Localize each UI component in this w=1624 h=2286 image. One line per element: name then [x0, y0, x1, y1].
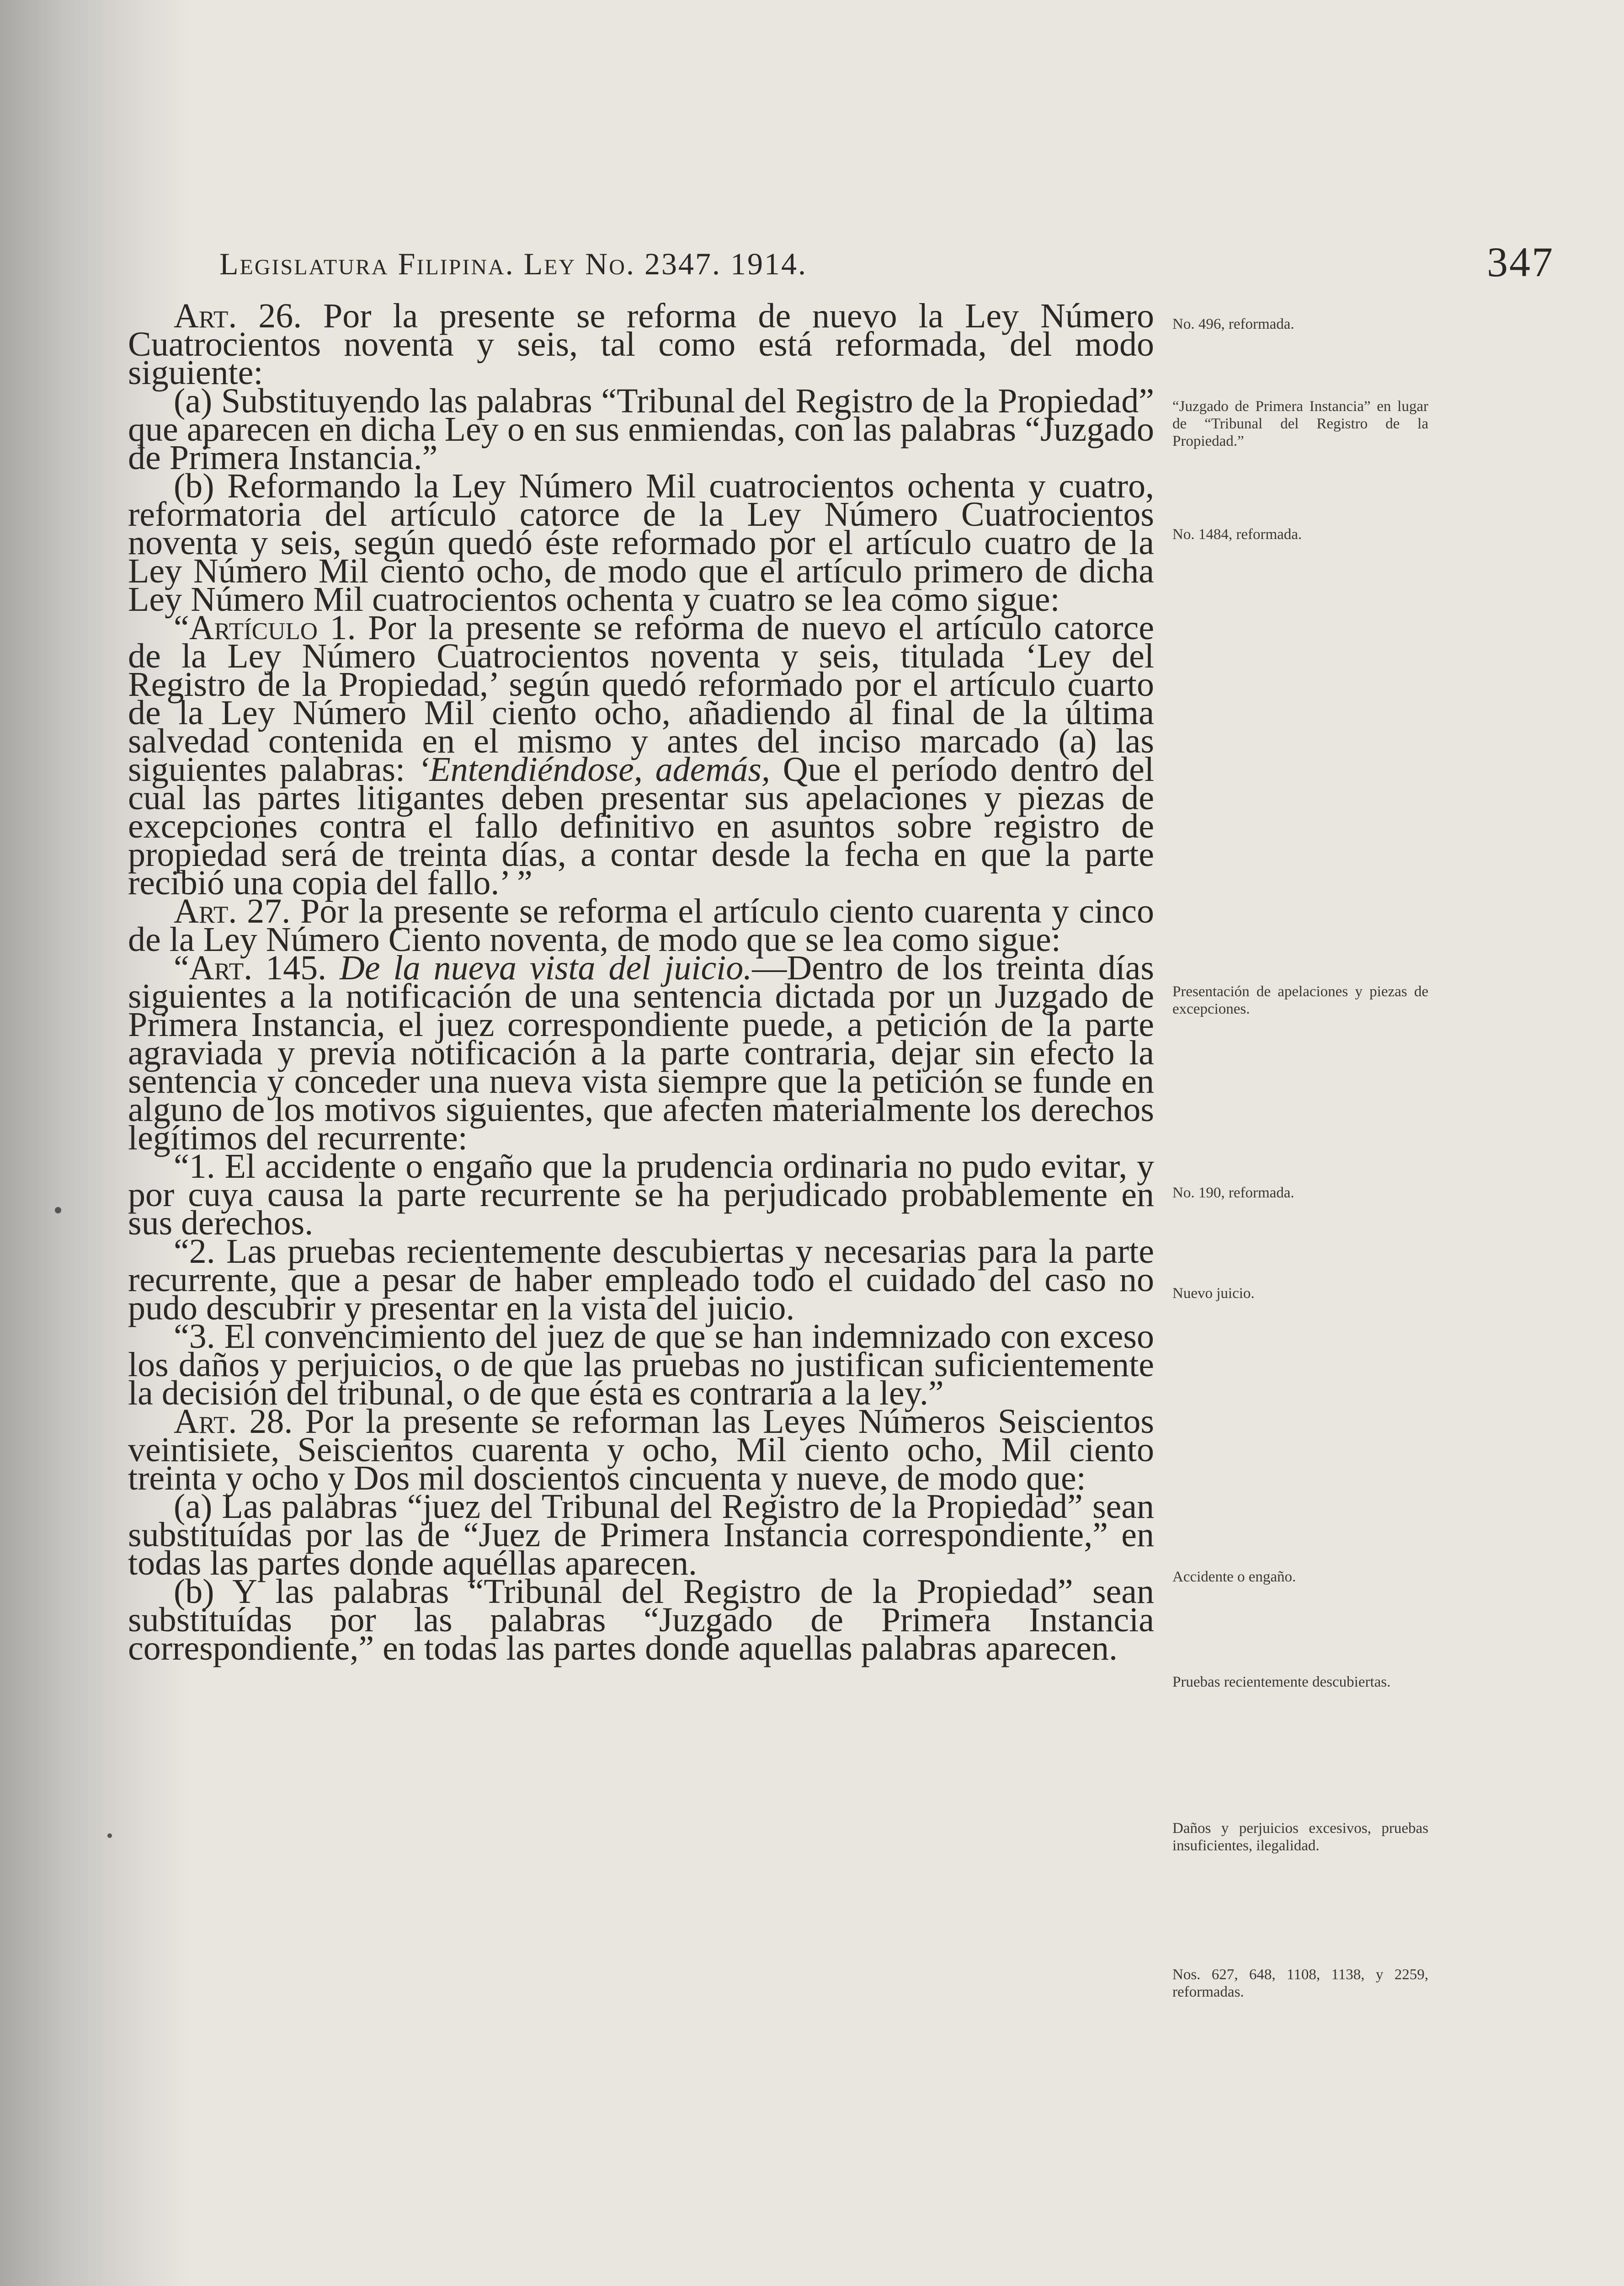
paragraph-text: —Dentro de los treinta días siguientes a la notificación de una sentencia dictada por un Juzgado de Primera Instancia, el juez correspondiente puede, a petición de la parte agraviada y previa notificación a la parte contraria, dejar sin efecto la sentencia y conceder una nueva vista siempre que la petición se funde en alguno de los motivos siguientes, que afecten materialmente los derechos legítimos del recurrente: — [128, 949, 1154, 1157]
article-lead: Art. 26. — [174, 297, 302, 335]
paragraph-text: Por la presente se reforma de nuevo la Ley Número Cuatrocientos noventa y seis, tal como está reformada, del modo siguiente: — [128, 297, 1154, 392]
paragraph-text: “1. El accidente o engaño que la prudencia ordinaria no pudo evitar, y por cuya causa la parte recurrente se ha perjudicado probablemente en sus derechos. — [128, 1147, 1154, 1242]
margin-note: Nos. 627, 648, 1108, 1138, y 2259, reformadas. — [1172, 1966, 1428, 2000]
margin-note: Presentación de apelaciones y piezas de excepciones. — [1172, 983, 1428, 1017]
paragraph-28-b — [128, 1572, 1154, 1667]
paragraph-art-27 — [128, 892, 1155, 959]
paragraph-articulo-1 — [128, 609, 1155, 902]
paragraph-26-b — [128, 467, 1154, 619]
page-number: 347 — [1487, 239, 1554, 285]
paragraph-italic: ‘Entendiéndose, además, — [418, 750, 770, 789]
margin-note: No. 496, reformada. — [1172, 316, 1294, 332]
running-title: Legislatura Filipina. Ley No. 2347. 1914. — [219, 246, 807, 281]
paragraph-art-26 — [128, 297, 1154, 392]
paragraph-item-2 — [128, 1232, 1154, 1327]
ink-speck — [55, 1207, 61, 1213]
ink-speck — [107, 1833, 112, 1838]
article-lead: “Artículo 1. — [174, 609, 356, 647]
margin-note: Accidente o engaño. — [1172, 1569, 1296, 1585]
margin-note: No. 1484, reformada. — [1172, 526, 1302, 543]
margin-note: Daños y perjuicios excesivos, pruebas insuficientes, ilegalidad. — [1172, 1820, 1428, 1854]
paragraph-text: Por la presente se reforman las Leyes Números Seiscientos veintisiete, Seiscientos cuarenta y ocho, Mil ciento ocho, Mil ciento treinta y ocho y Dos mil doscientos cincuenta y nueve, de modo que: — [128, 1402, 1155, 1497]
paragraph-text: (a) Substituyendo las palabras “Tribunal del Registro de la Propiedad” que aparecen en dicha Ley o en sus enmiendas, con las palabras “Juzgado de Primera Instancia.” — [128, 382, 1154, 477]
paragraph-item-1 — [128, 1147, 1154, 1242]
paragraph-text: Por la presente se reforma de nuevo el artículo catorce de la Ley Número Cuatrocientos noventa y seis, titulada ‘Ley del Registro de la Propiedad,’ según quedó reformado por el artículo cuarto de la Ley Número Mil ciento ocho, añadiendo al final de la última salvedad contenida en el mismo y antes del inciso marcado (a) las siguientes palabras: — [128, 609, 1154, 789]
paragraph-text: “3. El convencimiento del juez de que se han indemnizado con exceso los daños y perjuicios, o de que las pruebas no justifican suficientemente la decisión del tribunal, o de que ésta es contraria a la ley.” — [128, 1317, 1154, 1412]
main-text — [128, 297, 1155, 1667]
paragraph-item-3 — [128, 1317, 1154, 1412]
paragraph-text: (a) Las palabras “juez del Tribunal del Registro de la Propiedad” sean substituídas por las de “Juez de Primera Instancia correspondiente,” en todas las partes donde aquéllas aparecen. — [128, 1487, 1154, 1582]
margin-note: Pruebas recientemente descubiertas. — [1172, 1674, 1391, 1690]
paragraph-28-a — [128, 1487, 1154, 1582]
article-lead: “Art. 145. — [174, 949, 327, 987]
article-lead: Art. 27. — [174, 892, 291, 930]
paragraph-art-145 — [128, 949, 1154, 1157]
paragraph-art-28 — [128, 1402, 1155, 1497]
article-lead: Art. 28. — [174, 1402, 293, 1441]
margin-note: Nuevo juicio. — [1172, 1285, 1255, 1302]
paragraph-text: (b) Y las palabras “Tribunal del Registro de la Propiedad” sean substituídas por las palabras “Juzgado de Primera Instancia correspondiente,” en todas las partes donde aquellas palabras aparecen. — [128, 1572, 1154, 1667]
paragraph-text: “2. Las pruebas recientemente descubiertas y necesarias para la parte recurrente, que a pesar de haber empleado todo el cuidado del caso no pudo descubrir y presentar en la vista del juicio. — [128, 1232, 1154, 1327]
paragraph-26-a — [128, 382, 1154, 477]
margin-note: “Juzgado de Primera Instancia” en lugar de “Tribunal del Registro de la Propiedad.” — [1172, 398, 1428, 449]
paragraph-text: Por la presente se reforma el artículo ciento cuarenta y cinco de la Ley Número Ciento noventa, de modo que se lea como sigue: — [128, 892, 1155, 959]
paragraph-text-continued: Que el período dentro del cual las partes litigantes deben presentar sus apelaciones y piezas de excepciones contra el fallo definitivo en asuntos sobre registro de propiedad será de treinta días, a contar desde la fecha en que la parte recibió una copia del fallo.’ ” — [128, 750, 1155, 902]
paragraph-italic: De la nueva vista del juicio. — [326, 949, 752, 987]
paragraph-text: (b) Reformando la Ley Número Mil cuatrocientos ochenta y cuatro, reformatoria del artículo catorce de la Ley Número Cuatrocientos noventa y seis, según quedó éste reformado por el artículo cuatro de la Ley Número Mil ciento ocho, de modo que el artículo primero de dicha Ley Número Mil cuatrocientos ochenta y cuatro se lea como sigue: — [128, 467, 1154, 619]
running-header — [219, 238, 1554, 288]
margin-note: No. 190, reformada. — [1172, 1185, 1294, 1201]
